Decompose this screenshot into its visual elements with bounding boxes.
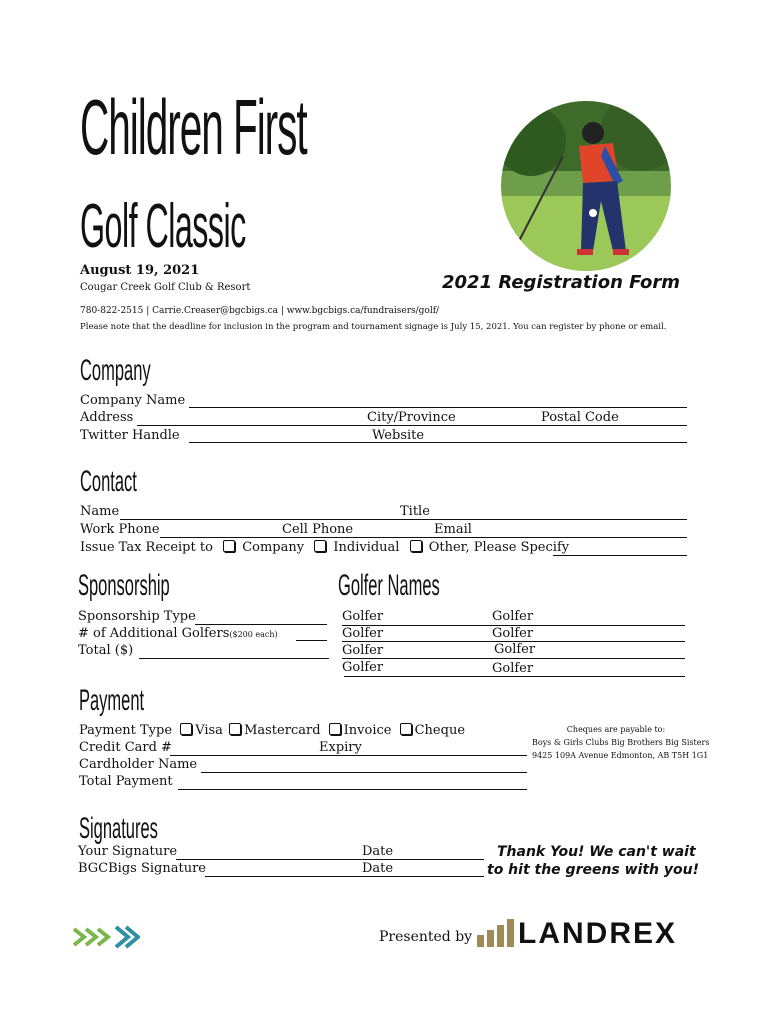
golfer-1-label: Golfer [342, 609, 384, 624]
cheque-note-1: Cheques are payable to: [566, 725, 666, 734]
company-name-field[interactable] [189, 407, 687, 408]
title-label: Title [400, 504, 430, 519]
cheque-note-3: 9425 109A Avenue Edmonton, AB T5H 1G1 [532, 751, 709, 760]
payment-type-label: Payment Type [79, 723, 173, 738]
individual-checkbox[interactable] [314, 540, 326, 552]
phone-email-field[interactable] [160, 537, 687, 538]
mastercard-checkbox[interactable] [229, 723, 241, 735]
website-label: Website [372, 428, 425, 443]
cheque-label: Cheque [414, 723, 466, 738]
address-field[interactable] [137, 425, 687, 426]
signatures-heading: Signatures [79, 812, 158, 845]
tax-receipt-row [80, 540, 569, 556]
event-date: August 19, 2021 [80, 263, 200, 278]
invoice-label: Invoice [343, 723, 392, 738]
landrex-logo-text: LANDREX [518, 917, 678, 950]
sponsorship-type-label: Sponsorship Type [78, 609, 196, 624]
title-line-1: Children First [80, 83, 307, 171]
name-field[interactable] [120, 519, 687, 520]
company-name-label: Company Name [80, 393, 186, 408]
other-specify-field[interactable] [553, 555, 687, 556]
city-province-label: City/Province [367, 410, 456, 425]
payment-heading: Payment [79, 684, 145, 717]
company-heading: Company [80, 354, 151, 387]
twitter-label: Twitter Handle [80, 428, 180, 443]
presented-by: Presented by [379, 929, 473, 945]
your-signature-field[interactable] [176, 859, 484, 860]
event-venue: Cougar Creek Golf Club & Resort [80, 282, 251, 293]
total-payment-field[interactable] [178, 789, 527, 790]
sponsorship-type-field[interactable] [195, 624, 327, 625]
name-label: Name [80, 504, 120, 519]
golfer-row-3-field[interactable] [342, 658, 685, 659]
total-field[interactable] [139, 658, 329, 659]
title-line-2: Golf Classic [80, 192, 246, 261]
golfer-5-label: Golfer [342, 643, 384, 658]
cardholder-field[interactable] [201, 772, 527, 773]
landrex-bars-icon [477, 919, 515, 951]
additional-golfers-text: # of Additional Golfers [78, 626, 230, 641]
your-signature-label: Your Signature [78, 844, 178, 859]
address-label: Address [80, 410, 134, 425]
company-checkbox[interactable] [223, 540, 235, 552]
golfer-4-label: Golfer [492, 626, 534, 641]
golfer-8-label: Golfer [492, 661, 534, 676]
contact-heading: Contact [80, 465, 137, 498]
credit-card-field[interactable] [170, 755, 527, 756]
golfer-photo [501, 101, 671, 271]
bgc-signature-label: BGCBigs Signature [78, 861, 206, 876]
visa-checkbox[interactable] [180, 723, 192, 735]
bgc-logo [72, 923, 140, 955]
cell-phone-label: Cell Phone [282, 522, 354, 537]
golfer-row-4-field[interactable] [344, 676, 685, 677]
visa-label: Visa [195, 723, 223, 738]
payment-type-row [79, 723, 465, 739]
postal-code-label: Postal Code [541, 410, 619, 425]
mastercard-label: Mastercard [244, 723, 321, 738]
company-option-label: Company [242, 540, 305, 555]
additional-golfers-label [78, 626, 278, 643]
other-option-label: Other, Please Specify [428, 540, 570, 555]
invoice-checkbox[interactable] [329, 723, 341, 735]
sponsorship-heading: Sponsorship [78, 569, 170, 602]
expiry-label: Expiry [319, 740, 362, 755]
thanks-line-2: to hit the greens with you! [487, 862, 699, 878]
form-title: 2021 Registration Form [442, 272, 681, 293]
total-payment-label: Total Payment [79, 774, 173, 789]
additional-golfers-note: ($200 each) [229, 630, 278, 639]
cheque-checkbox[interactable] [400, 723, 412, 735]
cheque-note-2: Boys & Girls Clubs Big Brothers Big Sisters [532, 738, 710, 747]
contact-line: 780-822-2515 | Carrie.Creaser@bgcbigs.ca | www.bgcbigs.ca/fundraisers/golf/ [80, 306, 440, 316]
golfer-7-label: Golfer [342, 660, 384, 675]
your-date-label: Date [362, 844, 394, 859]
golfer-6-label: Golfer [494, 642, 536, 657]
twitter-website-field[interactable] [189, 442, 687, 443]
golfer-3-label: Golfer [342, 626, 384, 641]
cardholder-label: Cardholder Name [79, 757, 198, 772]
bgc-date-label: Date [362, 861, 394, 876]
total-label: Total ($) [78, 643, 134, 658]
email-label: Email [434, 522, 472, 537]
deadline-note: Please note that the deadline for inclusion in the program and tournament signage is July 15, 2021. You can register by phone or email. [80, 322, 667, 332]
thanks-line-1: Thank You! We can't wait [497, 844, 696, 860]
golfer-2-label: Golfer [492, 609, 534, 624]
additional-golfers-field[interactable] [296, 640, 327, 641]
credit-card-label: Credit Card # [79, 740, 172, 755]
golfer-names-heading: Golfer Names [338, 569, 440, 602]
individual-option-label: Individual [333, 540, 400, 555]
bgc-signature-field[interactable] [205, 876, 484, 877]
tax-receipt-label: Issue Tax Receipt to [80, 540, 213, 555]
other-checkbox[interactable] [410, 540, 422, 552]
work-phone-label: Work Phone [80, 522, 160, 537]
